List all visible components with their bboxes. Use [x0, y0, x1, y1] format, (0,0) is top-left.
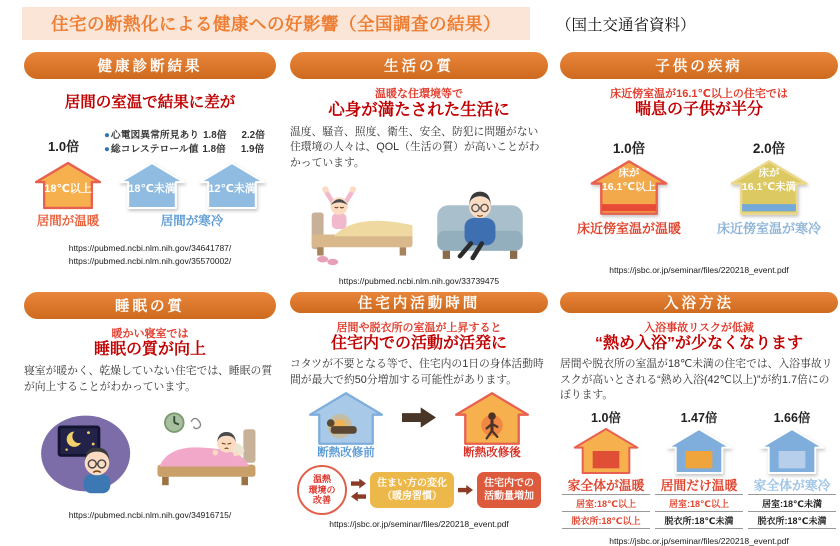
bathing-houses: [560, 408, 838, 529]
metric-value-18: 1.8倍: [203, 129, 227, 141]
before-retrofit-column: [302, 391, 390, 460]
cold-house-pair: [116, 161, 268, 210]
cold-houses-label: 居間が寒冷: [160, 213, 224, 228]
warm-house-temp: 18℃以上: [44, 182, 92, 195]
warm-floor-column: [577, 137, 681, 237]
living-room-only-warm-column: [655, 408, 743, 529]
panel-health-checkup: [24, 52, 276, 290]
warm-house-ratio: 1.0倍: [48, 138, 80, 154]
relaxing-on-sofa-illustration: [430, 178, 530, 268]
cold-house-temp: 18℃未満: [128, 182, 176, 195]
whole-home-warm-column: [562, 408, 650, 529]
sleep-body: 寝室が暖かく、乾燥していない住宅では、睡眠の質が向上することがわかっています。: [24, 365, 273, 393]
warm-house-label: 居間が温暖: [36, 213, 100, 228]
cold-home-house-icon: [751, 427, 833, 475]
child-houses: [577, 137, 821, 237]
health-headline: 居間の室温で結果に差が: [64, 94, 236, 111]
warm-floor-label: 床近傍室温が温暖: [576, 221, 681, 237]
living-style-change-node: 住まい方の変化 （暖房習慣）: [370, 472, 454, 508]
activity-increase-node: 住宅内での 活動量増加: [477, 472, 541, 508]
metric-row-ecg: [104, 129, 265, 143]
whole-home-cold-column: [748, 408, 836, 529]
source-url[interactable]: https://pubmed.ncbi.nlm.nih.gov/34916715/: [68, 510, 232, 520]
health-houses: [24, 161, 276, 229]
cold-floor-label: 床近傍室温が寒冷: [717, 221, 822, 237]
panel-child-disease: [560, 52, 838, 290]
living-room-temp: 居室:18℃以上: [562, 494, 650, 511]
warm-house-column: [32, 161, 104, 229]
warm-home-house-icon: [565, 427, 647, 475]
metric-label: 心電図異常所見あり: [110, 129, 200, 141]
cold-floor-ratio: 2.0倍: [752, 141, 786, 157]
partly-warm-house-icon: [658, 427, 740, 475]
metric-value-12: 2.2倍: [241, 129, 265, 141]
page-title: 住宅の断熱化による健康への好影響（全国調査の結果）: [22, 7, 530, 40]
source-urls: [69, 242, 232, 269]
retrofit-comparison: [290, 391, 548, 460]
panel-header-activity: 住宅内活動時間: [290, 292, 548, 313]
dressing-room-temp: 脱衣所:18℃未満: [655, 511, 743, 529]
sleep-illustrations: [24, 395, 276, 510]
cold-house-temp: 12℃未満: [208, 182, 256, 195]
qol-illustrations: [290, 171, 548, 276]
source-url[interactable]: https://jsbc.or.jp/seminar/files/220218_event.pdf: [609, 265, 789, 276]
metric-value-18: 1.8倍: [202, 144, 226, 156]
cold-houses-column: [116, 161, 268, 229]
health-metrics: [24, 129, 276, 159]
metric-value-12: 1.9倍: [240, 144, 265, 156]
qol-body: 温度、騒音、照度、衛生、安全、防犯に問題がない住環境の人々は、QOL（生活の質）が高いことがわかっています。: [290, 125, 540, 169]
dressing-room-temp: 脱衣所:18℃未満: [748, 511, 836, 529]
child-headline: 喘息の子供が半分: [634, 101, 763, 118]
source-url[interactable]: https://jsbc.or.jp/seminar/files/220218_event.pdf: [609, 536, 789, 546]
warm-house: [32, 161, 104, 210]
bath-house-label: 家全体が寒冷: [753, 478, 831, 494]
bath-house-label: 居間だけ温暖: [660, 478, 738, 494]
dressing-room-temp: 脱衣所:18℃以上: [562, 511, 650, 529]
arrow-left-icon: [351, 492, 366, 502]
waking-up-illustration: [308, 178, 418, 268]
cold-house-12: [196, 161, 268, 210]
after-retrofit-house-icon: [448, 391, 536, 446]
arrow-right-icon: [402, 407, 436, 429]
before-retrofit-house-icon: [302, 391, 390, 446]
panel-bathing-method: [560, 292, 838, 546]
panel-home-activity: [290, 292, 548, 530]
panel-header-bathing: 入浴方法: [560, 292, 838, 313]
arrow-right-icon: [351, 479, 366, 489]
metric-row-cholesterol: [104, 143, 265, 157]
source-url[interactable]: https://pubmed.ncbi.nlm.nih.gov/33739475: [338, 276, 500, 286]
after-retrofit-label: 断熱改修後: [463, 447, 521, 460]
bath-house-label: 家全体が温暖: [567, 478, 645, 494]
warm-floor-temp: 床が 16.1℃以上: [601, 167, 657, 194]
qol-subheadline: 温暖な住環境等で: [375, 88, 463, 100]
panel-header-sleep: 睡眠の質: [24, 292, 276, 319]
cold-floor-house: [725, 159, 813, 216]
cold-floor-column: [717, 137, 821, 237]
panel-header-health-checkup: 健康診断結果: [24, 52, 276, 79]
warm-floor-ratio: 1.0倍: [612, 141, 646, 157]
bidirectional-arrow-icon: [351, 479, 366, 502]
cold-floor-temp: 床が 16.1℃未満: [741, 167, 797, 194]
warm-floor-house: [585, 159, 673, 216]
bath-ratio: 1.47倍: [680, 411, 718, 426]
panel-header-child-disease: 子供の疾病: [560, 52, 838, 79]
before-retrofit-label: 断熱改修前: [317, 447, 375, 460]
thermal-environment-node: 温熱 環境の 改善: [297, 465, 347, 515]
awake-at-night-illustration: [38, 408, 138, 498]
bullet-icon: ●: [104, 129, 110, 141]
child-subheadline: 床近傍室温が16.1℃以上の住宅では: [610, 88, 788, 100]
qol-headline: 心身が満たされた生活に: [328, 101, 510, 119]
source-url[interactable]: https://pubmed.ncbi.nlm.nih.gov/35570002/: [68, 256, 232, 267]
activity-subheadline: 居間や脱衣所の室温が上昇すると: [336, 322, 502, 334]
source-url[interactable]: https://pubmed.ncbi.nlm.nih.gov/34641787/: [68, 242, 232, 253]
living-room-temp: 居室:18℃未満: [748, 494, 836, 511]
bathing-headline: “熱め入浴”が少なくなります: [594, 335, 803, 352]
panel-quality-of-life: [290, 52, 548, 290]
after-retrofit-column: [448, 391, 536, 460]
cold-house-18: [116, 161, 188, 210]
bath-ratio: 1.0倍: [591, 411, 621, 426]
sleepless-in-bed-illustration: [150, 408, 262, 498]
bathing-subheadline: 入浴事故リスクが低減: [644, 322, 754, 334]
bath-ratio: 1.66倍: [773, 411, 811, 426]
bullet-icon: ●: [104, 144, 110, 156]
activity-headline: 住宅内での活動が活発に: [330, 335, 507, 352]
activity-flow-diagram: [290, 465, 548, 515]
panel-sleep-quality: [24, 292, 276, 524]
panel-header-qol: 生活の質: [290, 52, 548, 79]
sleep-headline: 睡眠の質が向上: [93, 341, 206, 358]
metrics-table: [104, 129, 265, 157]
activity-body: コタツが不要となる等で、住宅内の1日の身体活動時間が最大で約50分増加する可能性があります。: [290, 358, 544, 386]
source-note: （国土交通省資料）: [556, 17, 696, 34]
bathing-body: 居間や脱衣所の室温が18℃未満の住宅では、入浴事故リスクが高いとされる“熱め入浴(42℃以上)”が約1.7倍にのぼります。: [560, 358, 833, 402]
arrow-right-icon: [458, 485, 473, 495]
sleep-subheadline: 暖かい寝室では: [111, 328, 189, 340]
living-room-temp: 居室:18℃以上: [655, 494, 743, 511]
metric-label: 総コレステロール値: [110, 144, 199, 156]
source-url[interactable]: https://jsbc.or.jp/seminar/files/220218_event.pdf: [329, 519, 509, 530]
